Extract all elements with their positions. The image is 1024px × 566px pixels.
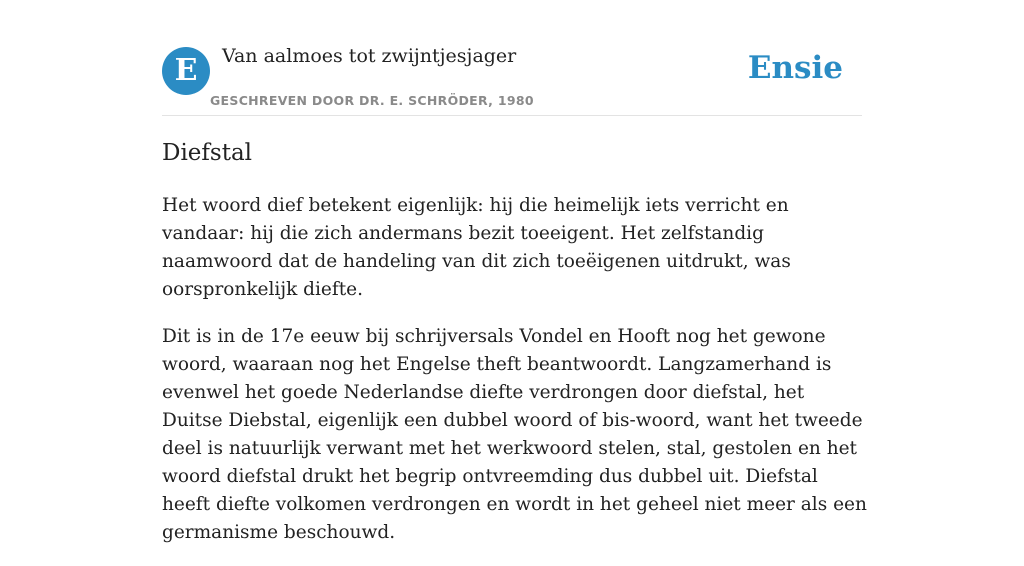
author-line: GESCHREVEN DOOR DR. E. SCHRÖDER, 1980 xyxy=(210,93,534,108)
article-paragraph: Het woord dief betekent eigenlijk: hij die heimelijk iets verricht en vandaar: hij die zich andermans bezit toeeigent. Het zelfstandig naamwoord dat de handeling van dit zich toeëigenen uitdrukt, was oorspronkelijk diefte. xyxy=(162,195,791,300)
book-title[interactable]: Van aalmoes tot zwijntjesjager xyxy=(222,45,517,67)
header-divider xyxy=(162,115,862,116)
article-paragraph: Dit is in de 17e eeuw bij schrijversals Vondel en Hooft nog het gewone woord, waaraan nog het Engelse theft beantwoordt. Langzamerhand is evenwel het goede Nederlandse diefte verdrongen door diefstal, het Duitse Diebstal, eigenlijk een dubbel woord of bis-woord, want het tweede deel is natuurlijk verwant met het werkwoord stelen, stal, gestolen en het woord diefstal drukt het begrip ontvreemding dus dubbel uit. Diefstal heeft diefte volkomen verdrongen en wordt in het geheel niet meer als een germanisme beschouwd. xyxy=(162,326,867,543)
ensie-logo-icon[interactable]: E xyxy=(162,47,210,95)
article-body xyxy=(162,192,867,566)
brand-logo[interactable]: Ensie xyxy=(747,50,843,86)
article-title: Diefstal xyxy=(162,140,253,166)
